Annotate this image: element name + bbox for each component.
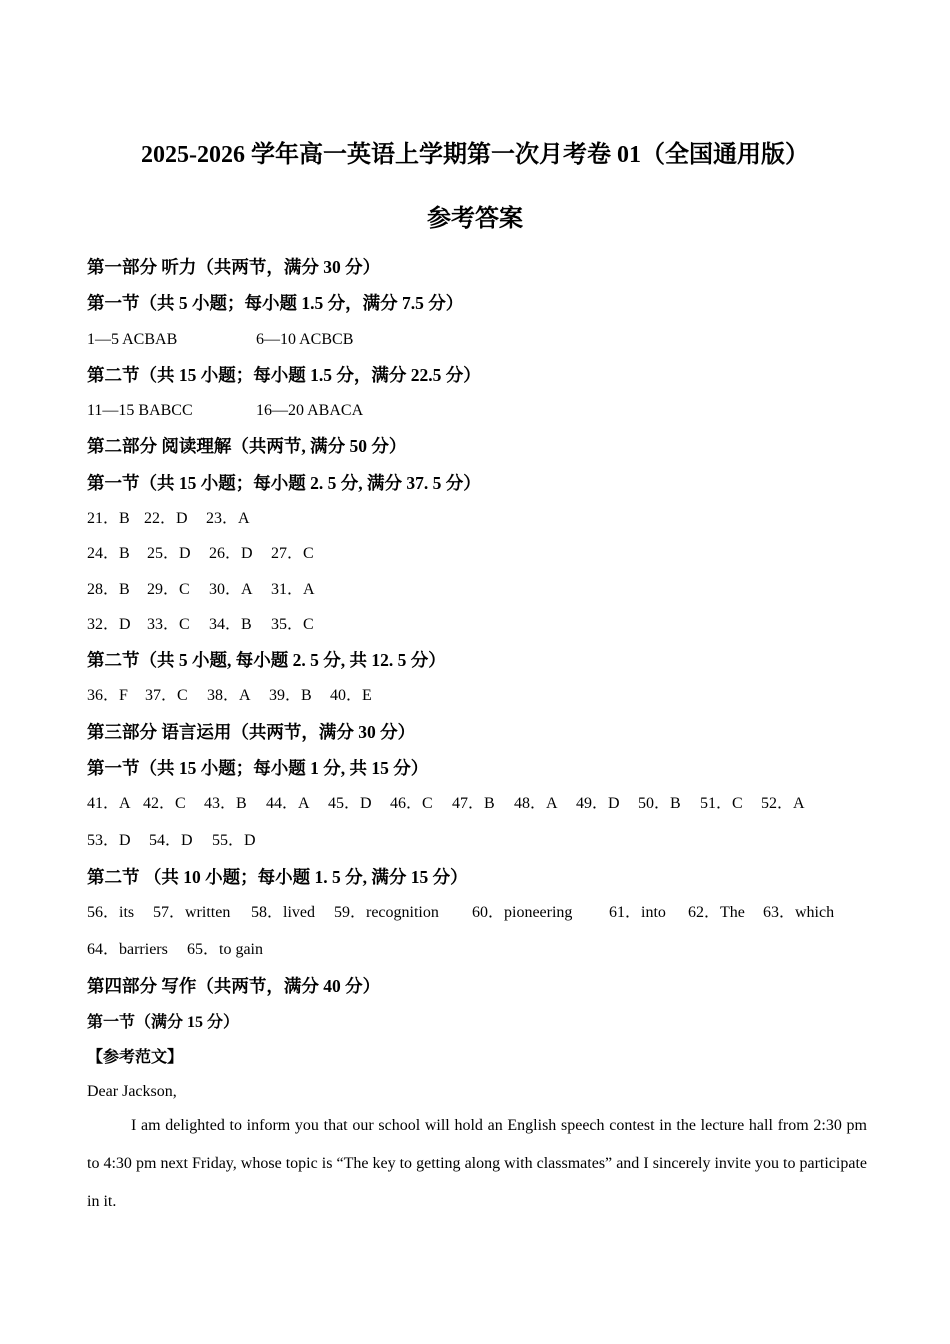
part2-sec1-heading: 第一节（共 15 小题；每小题 2. 5 分, 满分 37. 5 分） bbox=[87, 473, 481, 493]
answer-item: 55．D bbox=[212, 832, 256, 849]
answer-group: 16—20 ABACA bbox=[256, 402, 364, 419]
part2-heading: 第二部分 阅读理解（共两节, 满分 50 分） bbox=[87, 436, 407, 456]
answer-row bbox=[87, 686, 372, 706]
answer-row bbox=[87, 509, 250, 529]
answer-group: 11—15 BABCC bbox=[87, 402, 193, 419]
answer-row bbox=[87, 544, 314, 564]
answer-item: 34．B bbox=[209, 616, 252, 633]
part1-sec2-heading: 第二节（共 15 小题；每小题 1.5 分，满分 22.5 分） bbox=[87, 365, 481, 385]
answer-item: 40．E bbox=[330, 687, 372, 704]
answer-item: 28．B bbox=[87, 581, 130, 598]
answer-item: 38．A bbox=[207, 687, 251, 704]
answer-row bbox=[87, 615, 314, 635]
answer-item: 50．B bbox=[638, 795, 681, 812]
answer-item: 53．D bbox=[87, 832, 131, 849]
answer-item: 24．B bbox=[87, 545, 130, 562]
answer-item: 45．D bbox=[328, 795, 372, 812]
answer-item: 22．D bbox=[144, 510, 188, 527]
answer-row bbox=[87, 580, 315, 600]
answer-item: 36．F bbox=[87, 687, 128, 704]
answer-item: 60．pioneering bbox=[472, 904, 573, 921]
answer-item: 49．D bbox=[576, 795, 620, 812]
answer-item: 35．C bbox=[271, 616, 314, 633]
part1-sec1-answers bbox=[87, 330, 354, 350]
document-title: 2025-2026 学年高一英语上学期第一次月考卷 01（全国通用版） bbox=[141, 142, 809, 168]
answer-item: 39．B bbox=[269, 687, 312, 704]
answer-item: 21．B bbox=[87, 510, 130, 527]
answer-item: 52．A bbox=[761, 795, 805, 812]
letter-greeting: Dear Jackson, bbox=[87, 1083, 177, 1100]
answer-item: 65．to gain bbox=[187, 941, 263, 958]
answer-row bbox=[87, 903, 834, 923]
answer-item: 48．A bbox=[514, 795, 558, 812]
answer-item: 25．D bbox=[147, 545, 191, 562]
part3-sec2-heading: 第二节 （共 10 小题；每小题 1. 5 分, 满分 15 分） bbox=[87, 867, 468, 887]
answer-row bbox=[87, 940, 263, 960]
part1-heading: 第一部分 听力（共两节，满分 30 分） bbox=[87, 257, 381, 277]
answer-item: 57．written bbox=[153, 904, 231, 921]
answer-item: 47．B bbox=[452, 795, 495, 812]
answer-item: 58．lived bbox=[251, 904, 315, 921]
answer-item: 29．C bbox=[147, 581, 190, 598]
answer-item: 37．C bbox=[145, 687, 188, 704]
answer-item: 61．into bbox=[609, 904, 666, 921]
answer-row bbox=[87, 794, 805, 814]
part3-sec1-heading: 第一节（共 15 小题；每小题 1 分, 共 15 分） bbox=[87, 758, 429, 778]
answer-item: 26．D bbox=[209, 545, 253, 562]
sample-essay-label: 【参考范文】 bbox=[87, 1049, 184, 1066]
answer-item: 31．A bbox=[271, 581, 315, 598]
answer-item: 44．A bbox=[266, 795, 310, 812]
part3-heading: 第三部分 语言运用（共两节，满分 30 分） bbox=[87, 722, 416, 742]
answer-item: 56．its bbox=[87, 904, 135, 921]
answer-item: 33．C bbox=[147, 616, 190, 633]
answer-item: 64．barriers bbox=[87, 941, 168, 958]
answer-item: 30．A bbox=[209, 581, 253, 598]
answer-row bbox=[87, 831, 256, 851]
part2-sec2-heading: 第二节（共 5 小题, 每小题 2. 5 分, 共 12. 5 分） bbox=[87, 650, 446, 670]
part1-sec2-answers bbox=[87, 401, 364, 421]
answer-item: 32．D bbox=[87, 616, 131, 633]
answer-item: 46．C bbox=[390, 795, 433, 812]
answer-item: 27．C bbox=[271, 545, 314, 562]
answer-item: 43．B bbox=[204, 795, 247, 812]
part1-sec1-heading: 第一节（共 5 小题；每小题 1.5 分，满分 7.5 分） bbox=[87, 293, 464, 313]
answer-item: 62．The bbox=[688, 904, 745, 921]
answer-item: 54．D bbox=[149, 832, 193, 849]
answer-item: 63．which bbox=[763, 904, 835, 921]
part4-sec1-heading: 第一节（满分 15 分） bbox=[87, 1014, 240, 1031]
part4-heading: 第四部分 写作（共两节，满分 40 分） bbox=[87, 976, 381, 996]
document-subtitle: 参考答案 bbox=[427, 206, 523, 232]
answer-item: 51．C bbox=[700, 795, 743, 812]
letter-paragraph: I am delighted to inform you that our school will hold an English speech contest in the lecture hall from 2:30 pm to 4:30 pm next Friday, whose topic is “The key to getting along with classmates” and I sincerely invite you to participate in it. bbox=[87, 1117, 867, 1210]
answer-item: 59．recognition bbox=[334, 904, 439, 921]
answer-group: 1—5 ACBAB bbox=[87, 331, 178, 348]
answer-group: 6—10 ACBCB bbox=[256, 331, 354, 348]
answer-item: 41．A bbox=[87, 795, 131, 812]
answer-item: 23．A bbox=[206, 510, 250, 527]
answer-item: 42．C bbox=[143, 795, 186, 812]
